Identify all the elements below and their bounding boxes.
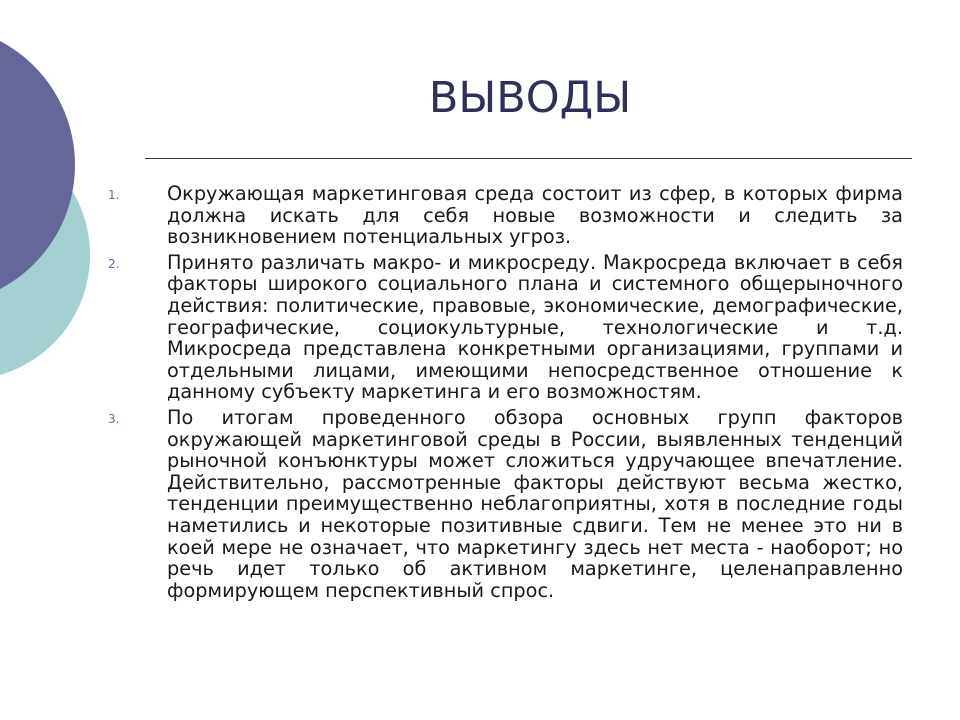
item-text: Окружающая маркетинговая среда состоит из сфер, в которых фирма должна искать для себя новые возможности и следить за возникновением потенциальных угроз. xyxy=(167,182,903,249)
list-item xyxy=(108,407,908,601)
title-divider xyxy=(145,158,912,159)
conclusions-list xyxy=(108,183,908,605)
item-number: 3. xyxy=(108,411,120,426)
item-text: По итогам проведенного обзора основных групп факторов окружающей маркетинговой среды в России, выявленных тенденций рыночной конъюнктуры может сложиться удручающее впечатление. Действительно, рассмотренные факторы действуют весьма жестко, тенденции преимущественно неблагоприятны, хотя в последние годы наметились и некоторые позитивные сдвиги. Тем не менее это ни в коей мере не означает, что маркетингу здесь нет места - наоборот; но речь идет только об активном маркетинге, целенаправленно формирующем перспективный спрос. xyxy=(167,405,903,602)
item-text: Принято различать макро- и микросреду. Макросреда включает в себя факторы широкого социального плана и системного общерыночного действия: политические, правовые, экономические, демографические, географические, социокультурные, технологические и т.д. Микросреда представлена конкретными организациями, группами и отдельными лицами, имеющими непосредственное отношение к данному субъекту маркетинга и его возможностям. xyxy=(167,250,903,404)
list-item xyxy=(108,183,908,248)
slide-title: ВЫВОДЫ xyxy=(428,73,632,123)
list-item xyxy=(108,252,908,403)
item-number: 2. xyxy=(108,256,120,271)
item-number: 1. xyxy=(108,188,120,202)
